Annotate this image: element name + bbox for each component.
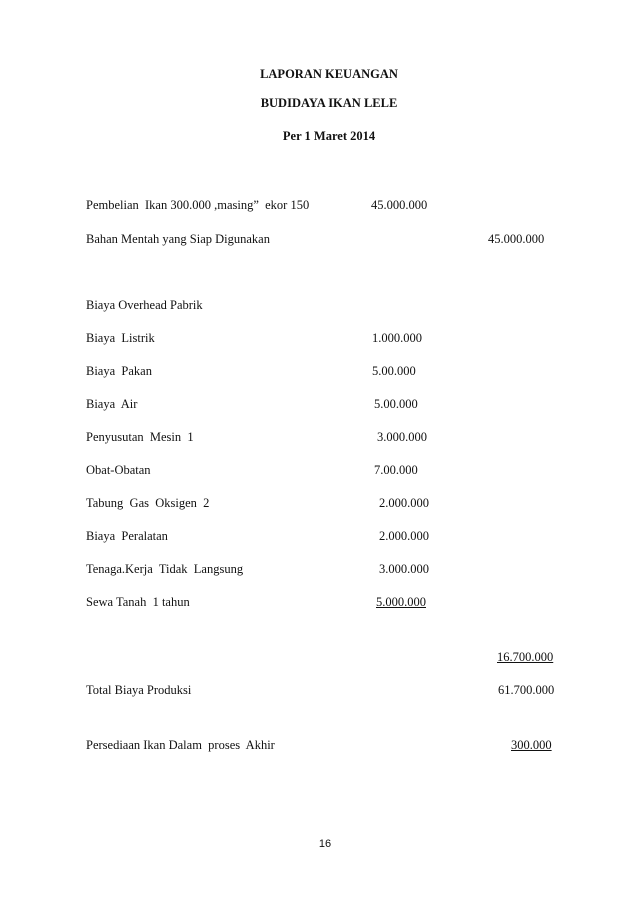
row-label: Biaya Pakan	[86, 364, 152, 378]
row-label: Tabung Gas Oksigen 2	[86, 496, 210, 510]
row-pembelian	[0, 198, 638, 216]
row-label: Biaya Air	[86, 397, 138, 411]
row-total-produksi	[0, 683, 638, 701]
row-overhead-total	[0, 650, 638, 668]
page-number: 16	[318, 838, 332, 850]
row-value: 5.00.000	[374, 397, 418, 411]
row-bahan-mentah	[0, 232, 638, 250]
row-label: Penyusutan Mesin 1	[86, 430, 194, 444]
row-value: 3.000.000	[379, 562, 429, 576]
row-label: Total Biaya Produksi	[86, 683, 192, 697]
row-label: Bahan Mentah yang Siap Digunakan	[86, 232, 270, 246]
row-pakan	[0, 364, 638, 382]
row-air	[0, 397, 638, 415]
row-total: 61.700.000	[498, 683, 555, 697]
row-peralatan	[0, 529, 638, 547]
row-value: 1.000.000	[372, 331, 422, 345]
row-value: 3.000.000	[377, 430, 427, 444]
row-value: 5.000.000	[376, 595, 426, 609]
row-label: Persediaan Ikan Dalam proses Akhir	[86, 738, 275, 752]
row-tabung	[0, 496, 638, 514]
report-title: LAPORAN KEUANGAN	[260, 67, 398, 81]
row-value: 7.00.000	[374, 463, 418, 477]
row-obat	[0, 463, 638, 481]
section-heading: Biaya Overhead Pabrik	[86, 298, 203, 312]
row-label: Obat-Obatan	[86, 463, 151, 477]
row-overhead-header	[0, 298, 638, 316]
row-value: 2.000.000	[379, 496, 429, 510]
row-value: 2.000.000	[379, 529, 429, 543]
row-label: Tenaga.Kerja Tidak Langsung	[86, 562, 244, 576]
row-label: Biaya Listrik	[86, 331, 155, 345]
row-label: Sewa Tanah 1 tahun	[86, 595, 190, 609]
row-sewa	[0, 595, 638, 613]
row-total: 300.000	[511, 738, 552, 752]
row-listrik	[0, 331, 638, 349]
report-subtitle: BUDIDAYA IKAN LELE	[260, 96, 398, 110]
row-penyusutan	[0, 430, 638, 448]
row-label: Biaya Peralatan	[86, 529, 168, 543]
row-total: 16.700.000	[497, 650, 554, 664]
row-value: 45.000.000	[371, 198, 428, 212]
report-date: Per 1 Maret 2014	[282, 129, 376, 143]
row-tenaga	[0, 562, 638, 580]
row-total: 45.000.000	[488, 232, 545, 246]
row-persediaan	[0, 738, 638, 756]
row-label: Pembelian Ikan 300.000 ,masing” ekor 150	[86, 198, 310, 212]
row-value: 5.00.000	[372, 364, 416, 378]
